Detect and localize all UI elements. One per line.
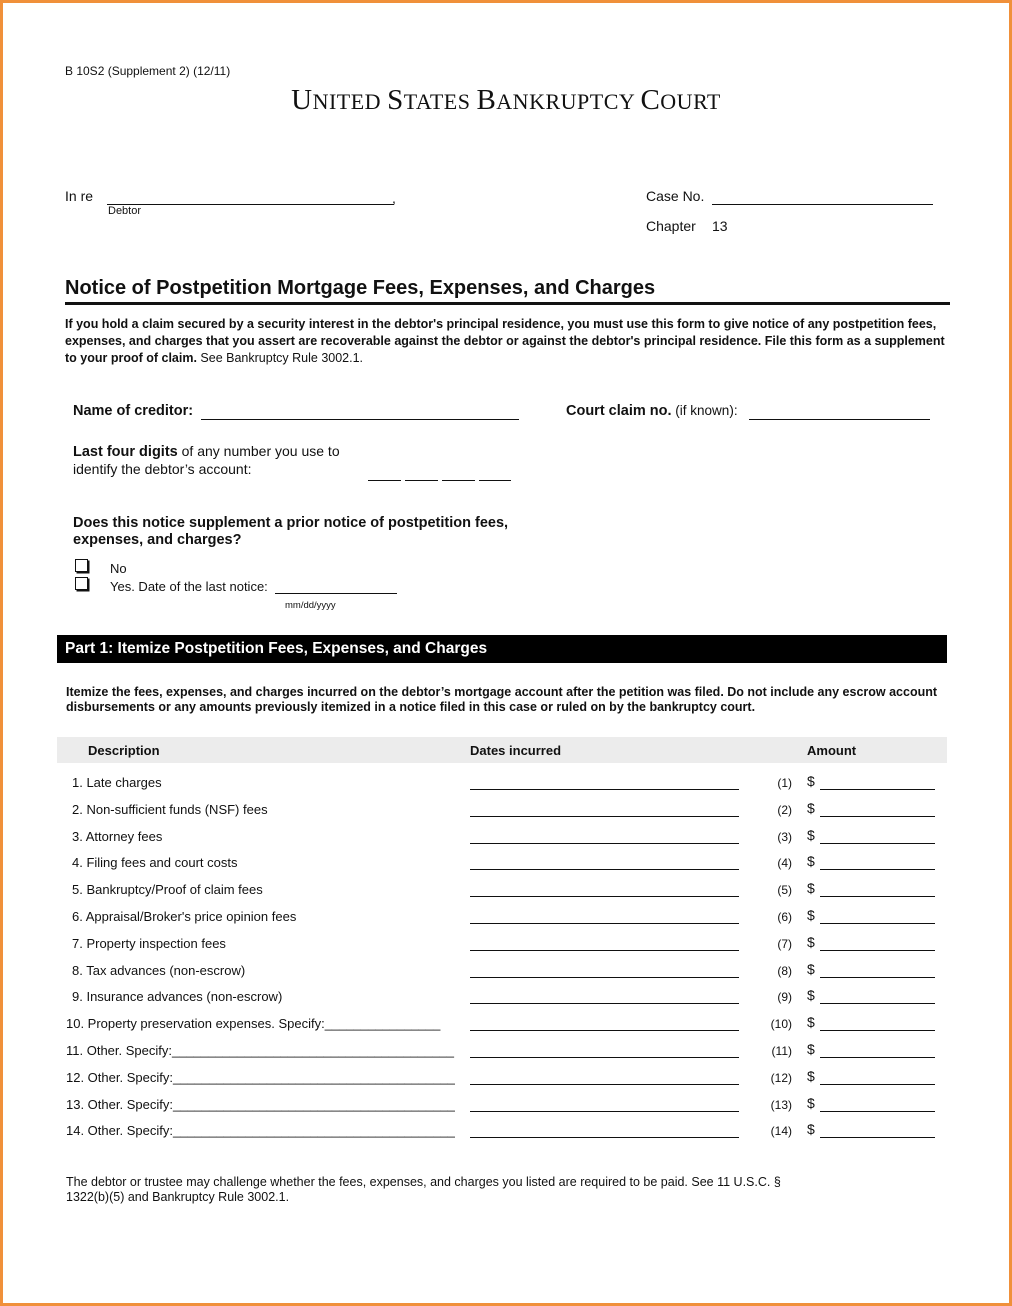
amount-field[interactable]	[820, 906, 935, 924]
dates-incurred-field[interactable]	[470, 1120, 739, 1138]
part1-intro: Itemize the fees, expenses, and charges incurred on the debtor’s mortgage account after the petition was filed. Do not include any escrow account disbursements or any amounts previously itemized in a notice filed in this case or ruled on by the bankruptcy court.	[66, 685, 938, 714]
dates-incurred-field[interactable]	[470, 906, 739, 924]
dates-incurred-field[interactable]	[470, 986, 739, 1004]
notice-title: Notice of Postpetition Mortgage Fees, Expenses, and Charges	[65, 277, 656, 299]
last-four-digit-2[interactable]	[405, 463, 438, 481]
dates-incurred-field[interactable]	[470, 826, 739, 844]
court-title-b: B	[476, 84, 497, 116]
checkbox-no[interactable]	[75, 559, 88, 572]
supplement-question-line1: Does this notice supplement a prior notice of postpetition fees,	[73, 515, 509, 531]
row-number: (2)	[777, 803, 792, 817]
creditor-name-label: Name of creditor:	[73, 403, 194, 419]
court-title-ankruptcy: ANKRUPTCY	[496, 89, 641, 114]
currency-symbol: $	[807, 773, 815, 789]
amount-field[interactable]	[820, 1120, 935, 1138]
date-format-hint: mm/dd/yyyy	[285, 600, 336, 611]
notice-intro-normal: See Bankruptcy Rule 3002.1.	[196, 351, 364, 365]
currency-symbol: $	[807, 1014, 815, 1030]
dates-incurred-field[interactable]	[470, 933, 739, 951]
currency-symbol: $	[807, 827, 815, 843]
currency-symbol: $	[807, 880, 815, 896]
amount-field[interactable]	[820, 826, 935, 844]
case-no-field[interactable]	[712, 186, 933, 205]
dates-incurred-field[interactable]	[470, 879, 739, 897]
creditor-name-field[interactable]	[201, 401, 519, 420]
row-number: (8)	[777, 964, 792, 978]
amount-field[interactable]	[820, 1013, 935, 1031]
last-four-digit-4[interactable]	[479, 463, 511, 481]
row-description: 3. Attorney fees	[72, 829, 163, 844]
court-title-s: S	[387, 84, 404, 116]
dates-incurred-field[interactable]	[470, 1013, 739, 1031]
last-four-digit-1[interactable]	[368, 463, 401, 481]
notice-intro	[65, 316, 950, 367]
currency-symbol: $	[807, 934, 815, 950]
debtor-name-field[interactable]	[107, 186, 394, 205]
dates-incurred-field[interactable]	[470, 852, 739, 870]
row-number: (10)	[770, 1017, 792, 1031]
currency-symbol: $	[807, 853, 815, 869]
court-claim-label	[566, 403, 738, 419]
court-title	[0, 84, 1012, 117]
court-title-c: C	[640, 84, 661, 116]
row-number: (9)	[777, 990, 792, 1004]
form-id: B 10S2 (Supplement 2) (12/11)	[65, 64, 231, 78]
last-four-line2: identify the debtor’s account:	[73, 461, 252, 477]
row-number: (7)	[777, 937, 792, 951]
court-claim-suffix: (if known):	[671, 403, 738, 418]
dates-incurred-field[interactable]	[470, 1094, 739, 1112]
row-number: (12)	[770, 1071, 792, 1085]
court-title-ourt: OURT	[660, 89, 721, 114]
court-title-u: U	[291, 84, 313, 116]
last-four-bold: Last four digits	[73, 444, 178, 460]
row-description: 14. Other. Specify:_______________________________________	[66, 1123, 455, 1138]
amount-field[interactable]	[820, 960, 935, 978]
row-description: 10. Property preservation expenses. Specify:________________	[66, 1016, 441, 1031]
row-description: 13. Other. Specify:_______________________________________	[66, 1097, 455, 1112]
currency-symbol: $	[807, 907, 815, 923]
row-number: (1)	[777, 776, 792, 790]
row-description: 7. Property inspection fees	[72, 936, 226, 951]
currency-symbol: $	[807, 987, 815, 1003]
in-re-comma: ,	[392, 190, 396, 206]
title-rule	[65, 302, 950, 305]
row-description: 9. Insurance advances (non-escrow)	[72, 989, 283, 1004]
row-description: 6. Appraisal/Broker's price opinion fees	[72, 909, 297, 924]
in-re-label: In re	[65, 188, 94, 204]
dates-incurred-field[interactable]	[470, 799, 739, 817]
currency-symbol: $	[807, 1068, 815, 1084]
amount-field[interactable]	[820, 879, 935, 897]
row-description: 11. Other. Specify:_______________________________________	[66, 1043, 454, 1058]
case-no-label: Case No.	[646, 188, 705, 204]
row-description: 8. Tax advances (non-escrow)	[72, 963, 246, 978]
currency-symbol: $	[807, 1095, 815, 1111]
dates-incurred-field[interactable]	[470, 772, 739, 790]
col-dates-incurred: Dates incurred	[470, 743, 562, 758]
row-description: 1. Late charges	[72, 775, 162, 790]
amount-field[interactable]	[820, 799, 935, 817]
row-description: 2. Non-sufficient funds (NSF) fees	[72, 802, 268, 817]
last-notice-date-field[interactable]	[275, 577, 397, 594]
checkbox-yes[interactable]	[75, 577, 88, 590]
last-four-digit-3[interactable]	[442, 463, 475, 481]
row-number: (3)	[777, 830, 792, 844]
row-description: 4. Filing fees and court costs	[72, 855, 238, 870]
court-title-nited: NITED	[312, 89, 388, 114]
amount-field[interactable]	[820, 1067, 935, 1085]
amount-field[interactable]	[820, 852, 935, 870]
last-four-label	[73, 443, 340, 460]
dates-incurred-field[interactable]	[470, 1067, 739, 1085]
row-number: (14)	[770, 1124, 792, 1138]
row-number: (11)	[771, 1044, 792, 1058]
dates-incurred-field[interactable]	[470, 1040, 739, 1058]
footer-note: The debtor or trustee may challenge whether the fees, expenses, and charges you listed are required to be paid. See 11 U.S.C. § 1322(b)(5) and Bankruptcy Rule 3002.1.	[66, 1175, 781, 1204]
debtor-label: Debtor	[108, 205, 142, 217]
court-claim-label-bold: Court claim no.	[566, 403, 672, 419]
row-number: (6)	[777, 910, 792, 924]
amount-field[interactable]	[820, 772, 935, 790]
row-number: (13)	[770, 1098, 792, 1112]
court-claim-field[interactable]	[749, 401, 930, 420]
amount-field[interactable]	[820, 1040, 935, 1058]
currency-symbol: $	[807, 800, 815, 816]
last-four-rest: of any number you use to	[177, 443, 340, 459]
col-amount: Amount	[807, 743, 857, 758]
amount-field[interactable]	[820, 933, 935, 951]
option-no-label: No	[110, 561, 127, 576]
row-number: (4)	[777, 856, 792, 870]
chapter-label: Chapter	[646, 218, 696, 234]
currency-symbol: $	[807, 1121, 815, 1137]
supplement-question-line2: expenses, and charges?	[73, 532, 242, 548]
row-number: (5)	[777, 883, 792, 897]
notice-intro-bold: If you hold a claim secured by a security interest in the debtor's principal residence, you must use this form to give notice of any postpetition fees, expenses, and charges that you assert are recoverable against the debtor or against the debtor's principal residence. File this form as a supplement to your proof of claim.	[65, 317, 945, 365]
court-title-tates: TATES	[403, 89, 477, 114]
dates-incurred-field[interactable]	[470, 960, 739, 978]
part1-header: Part 1: Itemize Postpetition Fees, Expenses, and Charges	[57, 635, 947, 663]
row-description: 12. Other. Specify:_______________________________________	[66, 1070, 455, 1085]
amount-field[interactable]	[820, 1094, 935, 1112]
option-yes-label: Yes. Date of the last notice:	[110, 579, 268, 594]
currency-symbol: $	[807, 961, 815, 977]
amount-field[interactable]	[820, 986, 935, 1004]
currency-symbol: $	[807, 1041, 815, 1057]
chapter-value: 13	[712, 218, 728, 234]
col-description: Description	[88, 743, 160, 758]
row-description: 5. Bankruptcy/Proof of claim fees	[72, 882, 263, 897]
